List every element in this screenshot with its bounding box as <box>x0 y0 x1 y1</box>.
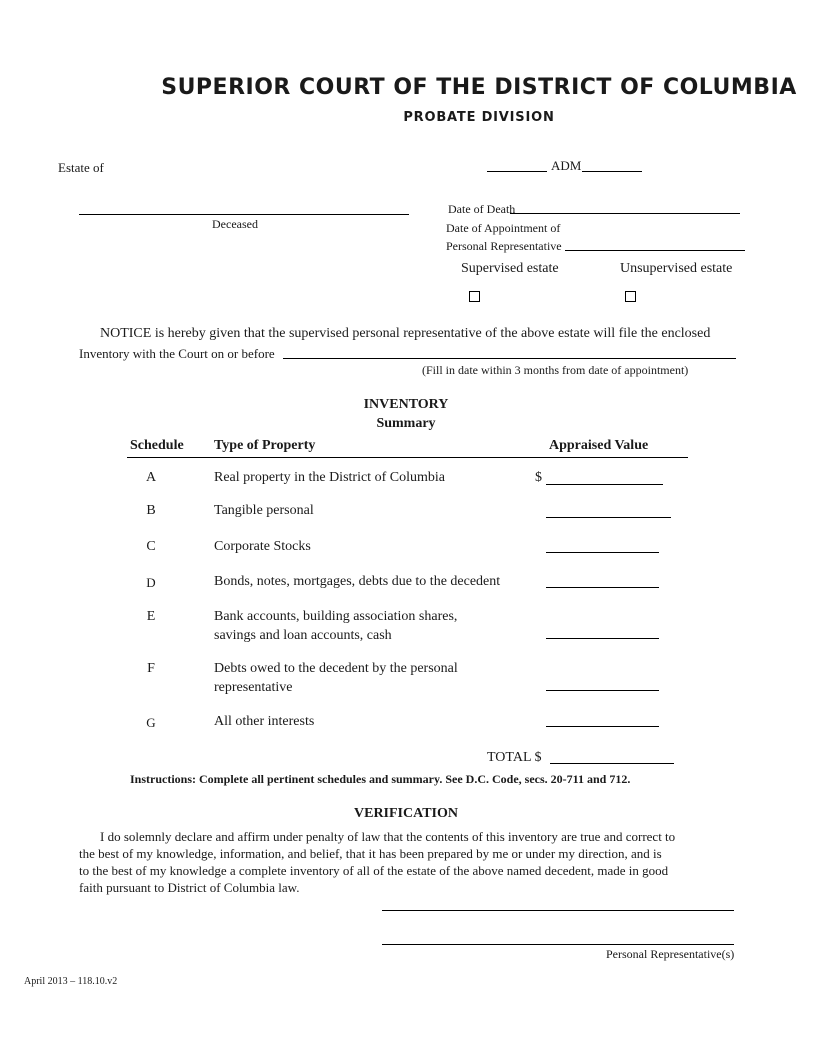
appraised-value-field[interactable] <box>546 484 663 485</box>
form-id: April 2013 – 118.10.v2 <box>24 976 118 987</box>
unsupervised-estate-checkbox[interactable] <box>625 291 636 302</box>
property-type: Bank accounts, building association shares, <box>214 609 458 624</box>
supervised-estate-label: Supervised estate <box>461 261 559 276</box>
column-header-schedule: Schedule <box>130 438 184 453</box>
verification-line2: the best of my knowledge, information, and belief, that it has been prepared by me or under my direction, and is <box>79 846 662 861</box>
notice-line1: NOTICE is hereby given that the supervised personal representative of the above estate will file the enclosed <box>100 326 711 341</box>
notice-line2: Inventory with the Court on or before <box>79 346 275 361</box>
appraised-value-field[interactable] <box>546 587 659 588</box>
verification-line1: I do solemnly declare and affirm under penalty of law that the contents of this inventory are true and correct to <box>100 829 676 844</box>
property-type: Debts owed to the decedent by the personal <box>214 661 458 676</box>
column-header-value: Appraised Value <box>549 438 649 453</box>
appointment-date-field[interactable] <box>565 250 745 251</box>
filing-date-hint: (Fill in date within 3 months from date of appointment) <box>422 363 689 377</box>
property-type: Tangible personal <box>214 503 314 518</box>
appraised-value-field[interactable] <box>546 638 659 639</box>
division-title: PROBATE DIVISION <box>403 110 555 125</box>
schedule-letter: A <box>145 470 157 485</box>
inventory-subtitle: Summary <box>376 416 436 431</box>
date-of-death-label: Date of Death <box>448 202 516 216</box>
appointment-label-line2: Personal Representative <box>446 239 562 253</box>
schedule-letter: B <box>146 503 156 518</box>
property-type: Corporate Stocks <box>214 539 311 554</box>
property-type: Bonds, notes, mortgages, debts due to the decedent <box>214 574 501 589</box>
schedule-letter: D <box>146 575 156 590</box>
schedule-letter: C <box>146 539 156 554</box>
dollar-sign: $ <box>535 470 542 485</box>
verification-title: VERIFICATION <box>354 806 458 821</box>
deceased-label: Deceased <box>212 217 258 231</box>
deceased-name-field[interactable] <box>79 214 409 215</box>
schedule-letter: F <box>147 661 155 676</box>
inventory-title: INVENTORY <box>363 397 449 412</box>
signature-label: Personal Representative(s) <box>606 947 735 961</box>
adm-label: ADM <box>551 158 582 173</box>
column-header-type: Type of Property <box>214 438 316 453</box>
total-value-field[interactable] <box>550 763 674 764</box>
adm-number-field[interactable] <box>582 171 642 172</box>
verification-line4: faith pursuant to District of Columbia law. <box>79 880 300 895</box>
property-type-continued: savings and loan accounts, cash <box>214 628 392 643</box>
appraised-value-field[interactable] <box>546 552 659 553</box>
verification-line3: to the best of my knowledge a complete inventory of all of the estate of the above named decedent, made in good <box>79 863 669 878</box>
property-type: All other interests <box>214 714 315 729</box>
court-title: SUPERIOR COURT OF THE DISTRICT OF COLUMBIA <box>161 75 797 100</box>
signature-line-2[interactable] <box>382 944 734 945</box>
appraised-value-field[interactable] <box>546 690 659 691</box>
total-label: TOTAL $ <box>487 750 542 765</box>
appraised-value-field[interactable] <box>546 517 671 518</box>
schedule-letter: G <box>146 715 156 730</box>
unsupervised-estate-label: Unsupervised estate <box>620 261 733 276</box>
appraised-value-field[interactable] <box>546 726 659 727</box>
date-of-death-field[interactable] <box>510 213 740 214</box>
signature-line-1[interactable] <box>382 910 734 911</box>
schedule-letter: E <box>146 609 156 624</box>
estate-of-label: Estate of <box>58 160 104 175</box>
filing-date-field[interactable] <box>283 358 736 359</box>
supervised-estate-checkbox[interactable] <box>469 291 480 302</box>
property-type: Real property in the District of Columbia <box>214 470 445 485</box>
instructions: Instructions: Complete all pertinent schedules and summary. See D.C. Code, secs. 20-711 and 712. <box>130 772 631 786</box>
adm-prefix-field[interactable] <box>487 171 547 172</box>
table-header-rule <box>127 457 688 458</box>
property-type-continued: representative <box>214 680 293 695</box>
appointment-label-line1: Date of Appointment of <box>446 221 561 235</box>
